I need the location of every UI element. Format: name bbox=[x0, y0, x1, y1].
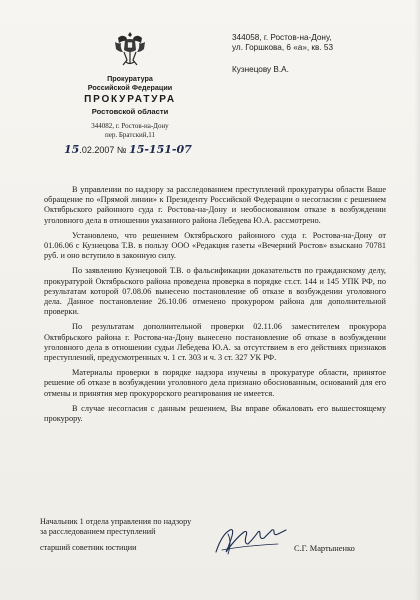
signer-rank: старший советник юстиции bbox=[40, 543, 137, 552]
date-rest: .02.2007 bbox=[79, 145, 115, 155]
org-address-line-1: 344082, г. Ростов-на-Дону bbox=[91, 122, 169, 130]
recipient-address-line-2: ул. Горшкова, 6 «а», кв. 53 bbox=[232, 43, 334, 52]
body-paragraph-3: По заявлению Кузнецовой Т.В. о фальсификации доказательств по гражданскому делу, прокуратурой Октябрьского района проведена проверка в порядке ст.ст. 144 и 145 УПК РФ, по результатам которой 07.08.06 вынесено постановление об отказе в возбуждении уголовного дела. Данное постановление 26.10.06 отменено прокурором района для дополнительной проверки. bbox=[44, 266, 386, 317]
body-paragraph-2: Установлено, что решением Октябрьского районного суда г. Ростова-на-Дону от 01.06.06 с Кузнецова Т.В. в пользу ООО «Редакция газеты «Вечерний Ростов» взыскано 70781 руб. и оно вступило в законную силу. bbox=[44, 230, 386, 261]
org-line-2: Российской Федерации bbox=[87, 83, 173, 92]
double-headed-eagle-icon bbox=[112, 28, 148, 68]
org-title: ПРОКУРАТУРА bbox=[84, 94, 176, 105]
recipient-address-line-1: 344058, г. Ростов-на-Дону, bbox=[232, 33, 332, 42]
org-line-1: Прокуратура bbox=[107, 74, 153, 83]
number-label: № bbox=[116, 145, 127, 155]
date-day-handwritten: 15 bbox=[64, 143, 80, 156]
signer-name: С.Г. Мартыненко bbox=[294, 544, 355, 553]
body-paragraph-5: Материалы проверки в порядке надзора изучены в прокуратуре области, принятое решение об отказе в возбуждении уголовного дела признано обоснованным, оснований для его отмены и принятия мер прокурорского реагирования не имеется. bbox=[44, 368, 386, 398]
body-paragraph-1: В управлении по надзору за расследованием преступлений прокуратуры области Ваше обращение по «Прямой линии» к Президенту Российской Федерации о несогласии с решением Октябрьского районного суда г. Ростова-на-Дону и необоснованном отказе в возбуждении уголовного дела в отношении указанного района Лебедева Ю.А. рассмотрено. bbox=[44, 185, 386, 225]
letter-body bbox=[44, 185, 386, 429]
org-region: Ростовской области bbox=[91, 107, 169, 116]
org-address-line-2: пер. Братский,11 bbox=[105, 131, 155, 139]
recipient-name: Кузнецову В.А. bbox=[232, 65, 289, 74]
body-paragraph-4: По результатам дополнительной проверки 02.11.06 заместителем прокурора Октябрьского района г. Ростова-на-Дону вынесено постановление об отказе в возбуждении уголовного дела в отношении судьи Лебедева Ю.А. за отсутствием в его действиях признаков преступлений, предусмотренных ч. 1 ст. 303 и ч. 3 ст. 327 УК РФ. bbox=[44, 322, 386, 363]
number-value: 15-151-07 bbox=[129, 143, 192, 156]
handwritten-signature bbox=[208, 522, 298, 562]
signer-position-line-2: за расследованием преступлений bbox=[40, 527, 156, 536]
body-paragraph-6: В случае несогласия с данным решением, Вы вправе обжаловать его вышестоящему прокурору. bbox=[44, 403, 386, 424]
date-number-line bbox=[64, 143, 192, 156]
page-edge-shadow bbox=[414, 0, 420, 600]
signer-position-line-1: Начальник 1 отдела управления по надзору bbox=[40, 517, 192, 526]
